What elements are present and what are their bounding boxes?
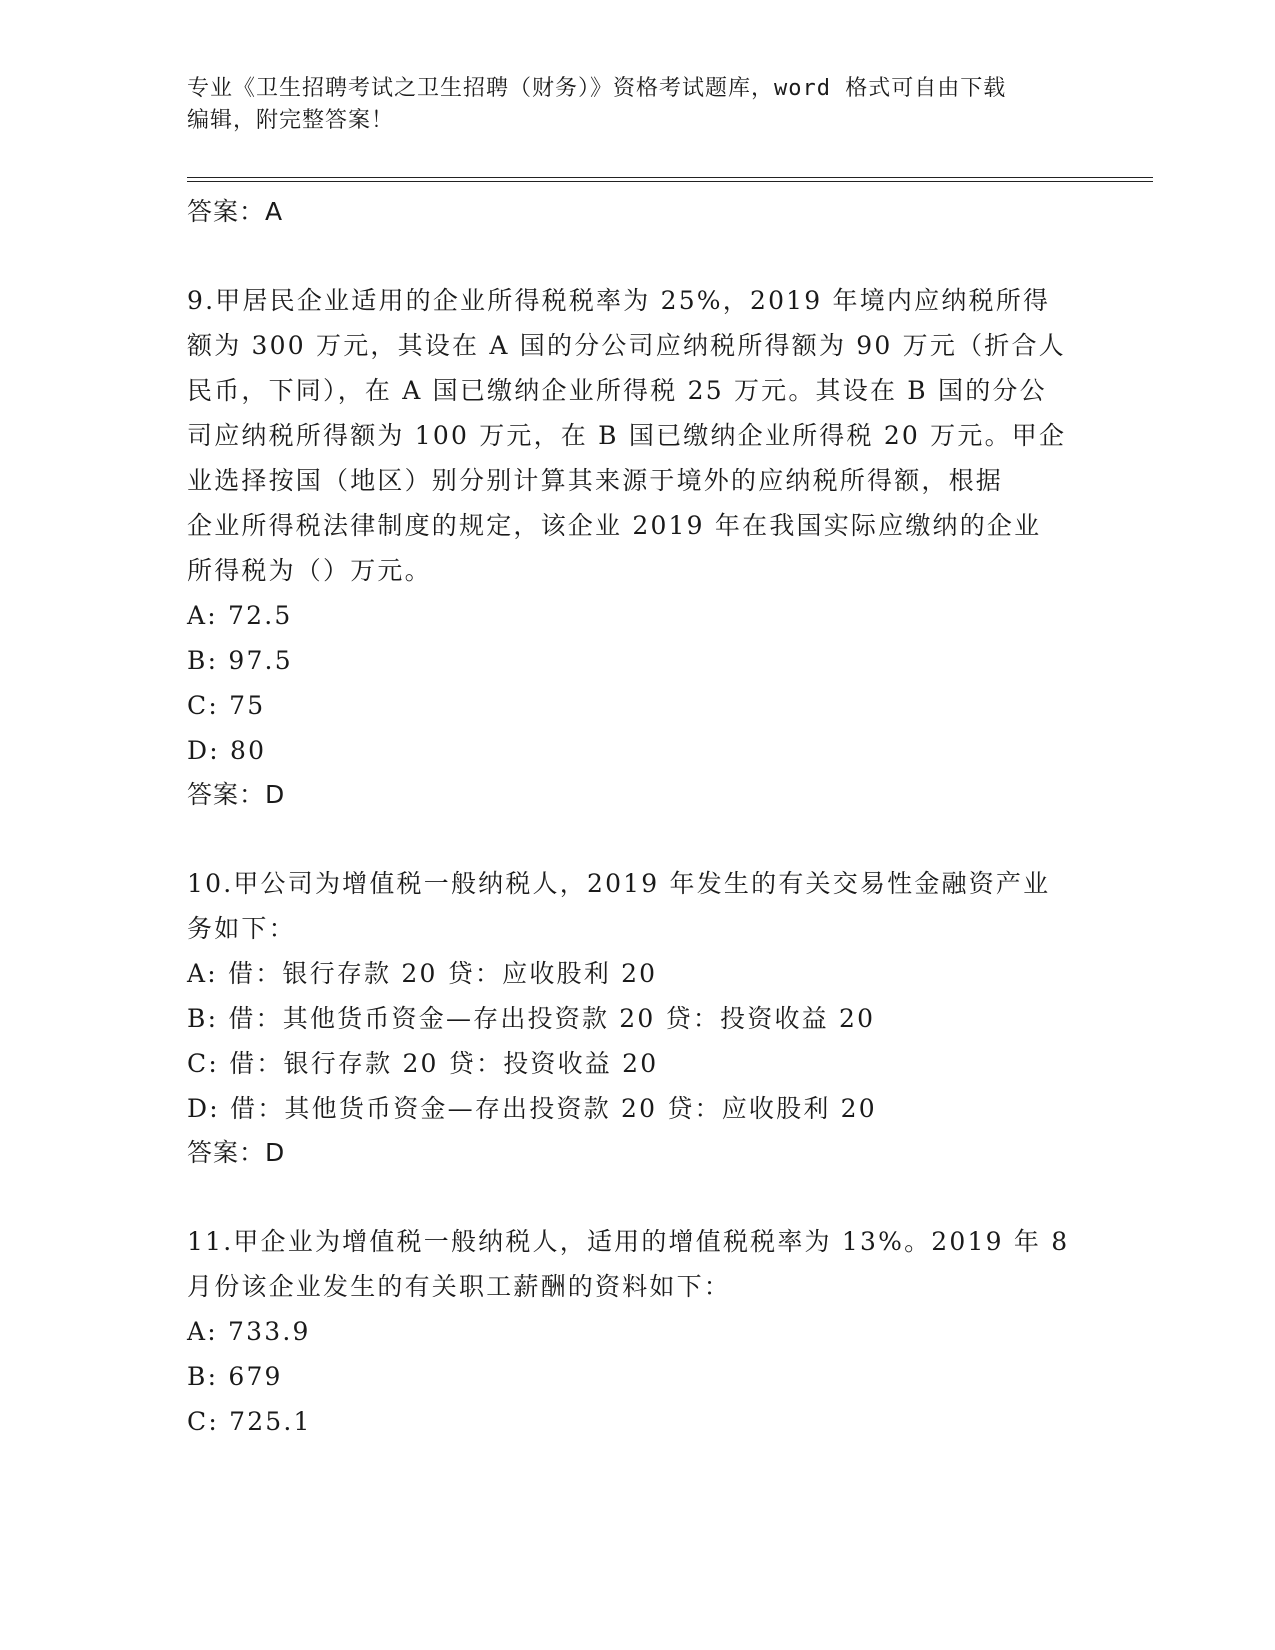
header-divider-bottom (187, 181, 1153, 182)
spacer (187, 234, 1087, 278)
spacer (187, 817, 1087, 861)
option-c: C: 75 (187, 691, 266, 720)
question-text-line: 额为 300 万元，其设在 A 国的分公司应纳税所得额为 90 万元（折合人 (187, 331, 1066, 360)
header-divider-top (187, 177, 1153, 178)
question-text-line: 业选择按国（地区）别分别计算其来源于境外的应纳税所得额，根据 (187, 466, 1004, 495)
header-line-2: 编辑，附完整答案！ (187, 108, 395, 133)
option-b: B: 679 (187, 1362, 283, 1391)
option-c: C: 借：银行存款 20 贷：投资收益 20 (187, 1049, 659, 1078)
spacer (187, 1175, 1087, 1219)
option-b: B: 97.5 (187, 646, 293, 675)
option-d: D: 借：其他货币资金—存出投资款 20 贷：应收股利 20 (187, 1094, 877, 1123)
question-text-line: 司应纳税所得额为 100 万元，在 B 国已缴纳企业所得税 20 万元。甲企 (187, 421, 1067, 450)
question-text-line: 10.甲公司为增值税一般纳税人，2019 年发生的有关交易性金融资产业 (187, 869, 1051, 898)
question-text-line: 所得税为（）万元。 (187, 556, 432, 585)
option-d: D: 80 (187, 736, 267, 765)
option-a: A: 733.9 (187, 1317, 311, 1346)
page-header (187, 73, 1067, 137)
question-content (187, 190, 1087, 1444)
question-text-line: 月份该企业发生的有关职工薪酬的资料如下： (187, 1272, 732, 1301)
answer-line: 答案：D (187, 1138, 286, 1167)
option-a: A: 72.5 (187, 601, 293, 630)
answer-line: 答案：D (187, 780, 286, 809)
question-text-line: 企业所得税法律制度的规定，该企业 2019 年在我国实际应缴纳的企业 (187, 511, 1042, 540)
option-a: A: 借：银行存款 20 贷：应收股利 20 (187, 959, 658, 988)
option-c: C: 725.1 (187, 1407, 312, 1436)
header-line-1: 专业《卫生招聘考试之卫生招聘（财务）》资格考试题库，word 格式可自由下载 (187, 76, 1007, 101)
question-block (187, 1219, 1087, 1444)
option-b: B: 借：其他货币资金—存出投资款 20 贷：投资收益 20 (187, 1004, 876, 1033)
question-block (187, 861, 1087, 1175)
question-text-line: 9.甲居民企业适用的企业所得税税率为 25%，2019 年境内应纳税所得 (187, 286, 1051, 315)
question-text-line: 务如下： (187, 914, 296, 943)
answer-line: 答案：A (187, 197, 284, 226)
question-block (187, 278, 1087, 817)
question-text-line: 民币，下同），在 A 国已缴纳企业所得税 25 万元。其设在 B 国的分公 (187, 376, 1047, 405)
question-text-line: 11.甲企业为增值税一般纳税人，适用的增值税税率为 13%。2019 年 8 (187, 1227, 1070, 1256)
